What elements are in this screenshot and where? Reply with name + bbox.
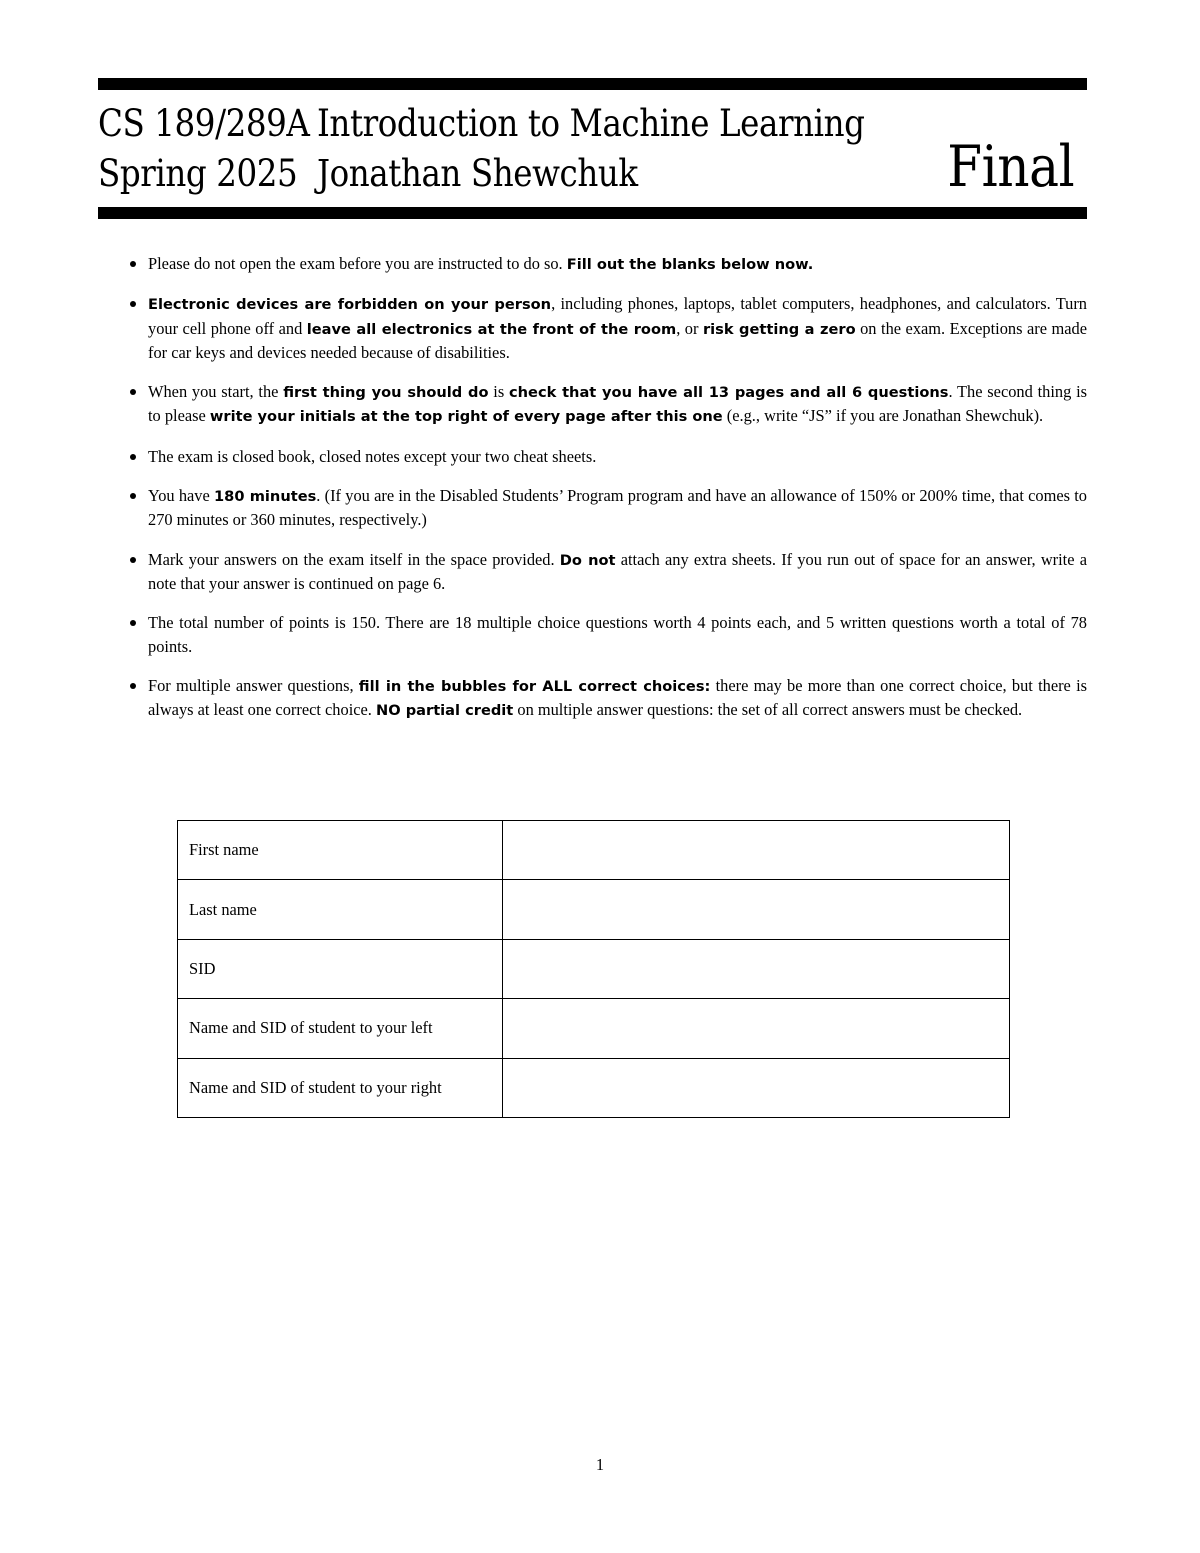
table-row [178, 1058, 1010, 1117]
instruction-item [148, 548, 1087, 596]
instruction-emphasis: 180 minutes [214, 488, 317, 506]
page-number: 1 [595, 1455, 605, 1474]
instruction-text: , including phones, laptops, tablet computers, headphones, and calculators. Turn your cell phone off and [148, 294, 1087, 338]
table-row [178, 939, 1010, 998]
instruction-emphasis: fill in the bubbles for ALL correct choices: [358, 677, 711, 695]
instruction-text: For multiple answer questions, [148, 675, 359, 695]
instruction-text: When you start, the [148, 382, 284, 402]
instructions-list [148, 252, 1087, 722]
instruction-item [148, 611, 1087, 658]
instruction-item [148, 292, 1087, 364]
instruction-item [148, 674, 1087, 723]
last-name-field[interactable] [503, 880, 1010, 939]
table-row [178, 999, 1010, 1058]
instruction-emphasis: Do not [559, 551, 616, 569]
instruction-emphasis: write your initials at the top right of every page after this one [209, 408, 723, 426]
student-info-table [177, 820, 1010, 1118]
instruction-text: attach any extra sheets. If you run out of space for an answer, write a note that your answer is continued on page 6. [148, 549, 1087, 593]
instruction-text: , or [676, 318, 703, 338]
instruction-emphasis: check that you have all 13 pages and all 6 questions [509, 384, 949, 402]
instruction-text: there may be more than one correct choice, but there is always at least one correct choice. [148, 675, 1087, 720]
instruction-text: on multiple answer questions: the set of all correct answers must be checked. [513, 700, 1023, 720]
instruction-text: . (If you are in the Disabled Students’ Program program and have an allowance of 150% or 200% time, that comes to 270 minutes or 360 minutes, respectively.) [148, 486, 1087, 530]
instruction-text: is [488, 382, 510, 402]
instruction-emphasis: Electronic devices are forbidden on your person [148, 296, 552, 314]
instruction-item [148, 445, 1087, 468]
instruction-emphasis: leave all electronics at the front of the room [306, 320, 677, 338]
exam-type: Final [947, 134, 1074, 200]
instruction-text: on the exam. Exceptions are made for car keys and devices needed because of disabilities. [148, 318, 1087, 362]
instruction-emphasis: first thing you should do [283, 384, 489, 402]
first-name-label: First name [178, 821, 503, 880]
instruction-text: (e.g., write “JS” if you are Jonathan Shewchuk). [722, 406, 1044, 426]
instruction-text: The total number of points is 150. There are 18 multiple choice questions worth 4 points each, and 5 written questions worth a total of 78 points. [148, 613, 1087, 656]
instruction-text: The exam is closed book, closed notes except your two cheat sheets. [148, 446, 597, 466]
instruction-emphasis: Fill out the blanks below now. [566, 256, 814, 273]
instruction-text: . The second thing is to please [148, 382, 1087, 426]
header-top-rule [98, 78, 1087, 90]
instruction-item [148, 380, 1087, 429]
sid-field[interactable] [503, 939, 1010, 998]
instruction-item [148, 252, 1087, 276]
left-student-label: Name and SID of student to your left [178, 999, 503, 1058]
term: Spring 2025 [98, 152, 298, 195]
course-code: CS 189/289A [98, 102, 310, 145]
instruction-text: Mark your answers on the exam itself in the space provided. [148, 549, 560, 569]
first-name-field[interactable] [503, 821, 1010, 880]
table-row [178, 880, 1010, 939]
instruction-item [148, 484, 1087, 532]
course-title: Introduction to Machine Learning [317, 102, 865, 145]
left-student-field[interactable] [503, 999, 1010, 1058]
instruction-text: You have [148, 486, 215, 506]
instruction-emphasis: risk getting a zero [702, 320, 856, 338]
right-student-field[interactable] [503, 1058, 1010, 1117]
table-row [178, 821, 1010, 880]
instruction-emphasis: NO partial credit [376, 702, 514, 720]
instruction-text: Please do not open the exam before you are instructed to do so. [148, 254, 567, 273]
sid-label: SID [178, 939, 503, 998]
right-student-label: Name and SID of student to your right [178, 1058, 503, 1117]
last-name-label: Last name [178, 880, 503, 939]
header-bottom-rule [98, 207, 1087, 219]
instructor-name: Jonathan Shewchuk [317, 152, 638, 195]
